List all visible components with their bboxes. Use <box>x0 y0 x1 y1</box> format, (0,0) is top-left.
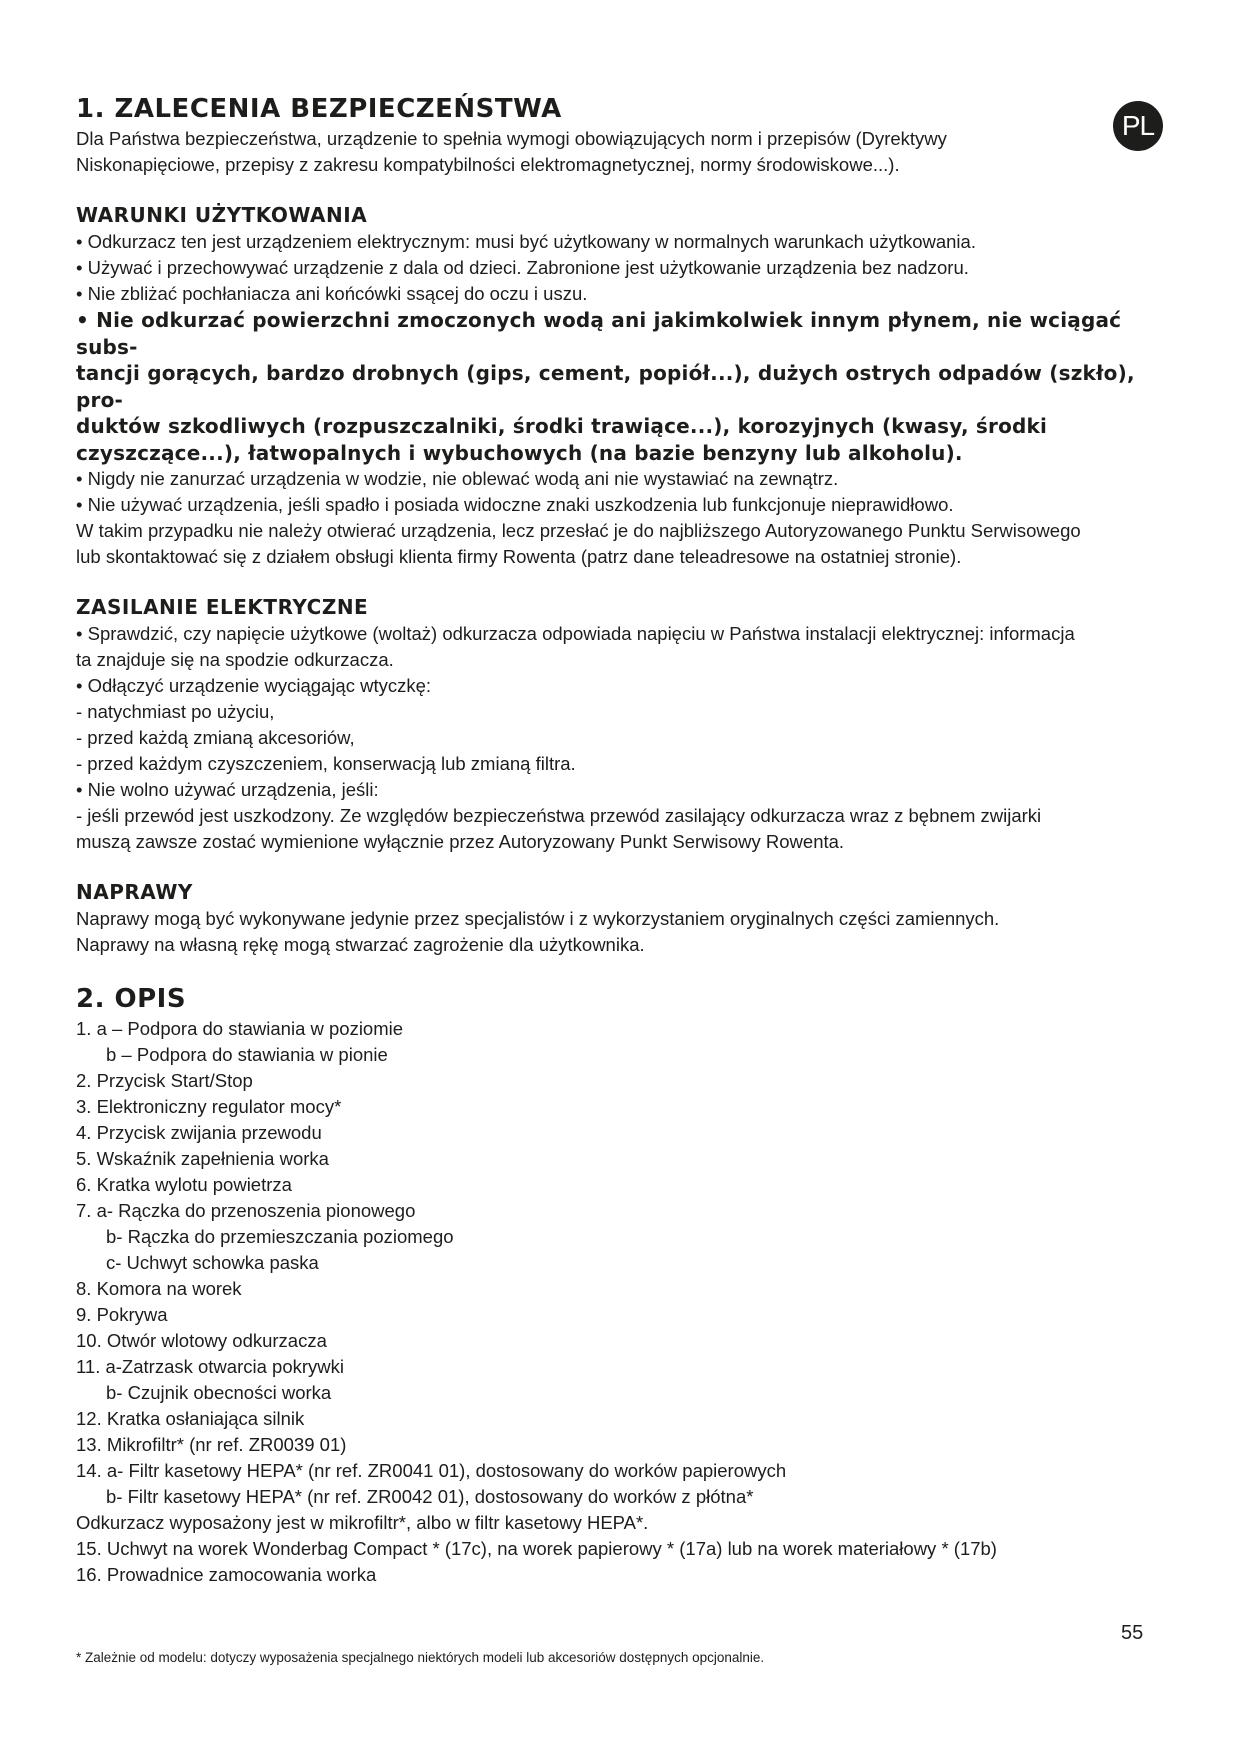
list-item: b – Podpora do stawiania w pionie <box>106 1044 388 1065</box>
section-2-title: 2. OPIS <box>76 984 187 1014</box>
list-item: 13. Mikrofiltr* (nr ref. ZR0039 01) <box>76 1434 347 1455</box>
list-item: 4. Przycisk zwijania przewodu <box>76 1122 322 1143</box>
zasilanie-line: muszą zawsze zostać wymienione wyłącznie przez Autoryzowany Punkt Serwisowy Rowenta. <box>76 831 845 852</box>
list-item: 7. a- Rączka do przenoszenia pionowego <box>76 1200 416 1221</box>
warunki-line: • Używać i przechowywać urządzenie z dala od dzieci. Zabronione jest użytkowanie urządzenia bez nadzoru. <box>76 257 969 278</box>
list-item: b- Rączka do przemieszczania poziomego <box>106 1226 454 1247</box>
warunki-line: • Nie zbliżać pochłaniacza ani końcówki ssącej do oczu i uszu. <box>76 283 588 304</box>
zasilanie-line: • Sprawdzić, czy napięcie użytkowe (woltaż) odkurzacza odpowiada napięciu w Państwa instalacji elektrycznej: informacja <box>76 623 1075 644</box>
opis-list <box>76 1016 1176 1588</box>
page-number: 55 <box>1121 1622 1144 1644</box>
warunki-line: • Nigdy nie zanurzać urządzenia w wodzie, nie oblewać wodą ani nie wystawiać na zewnątrz. <box>76 468 839 489</box>
zasilanie-line: - jeśli przewód jest uszkodzony. Ze względów bezpieczeństwa przewód zasilający odkurzacza wraz z bębnem zwijarki <box>76 805 1042 826</box>
page-content <box>76 92 1176 1588</box>
list-item: 3. Elektroniczny regulator mocy* <box>76 1096 342 1117</box>
list-item: b- Czujnik obecności worka <box>106 1382 332 1403</box>
list-item: 10. Otwór wlotowy odkurzacza <box>76 1330 327 1351</box>
list-item: b- Filtr kasetowy HEPA* (nr ref. ZR0042 01), dostosowany do worków z płótna* <box>106 1486 754 1507</box>
list-item: 11. a-Zatrzask otwarcia pokrywki <box>76 1356 344 1377</box>
section-1-title: 1. ZALECENIA BEZPIECZEŃSTWA <box>76 94 562 124</box>
list-item: 8. Komora na worek <box>76 1278 242 1299</box>
warunki-line: W takim przypadku nie należy otwierać urządzenia, lecz przesłać je do najbliższego Autoryzowanego Punktu Serwisowego <box>76 520 1081 541</box>
list-item: 14. a- Filtr kasetowy HEPA* (nr ref. ZR0041 01), dostosowany do worków papierowych <box>76 1460 787 1481</box>
warunki-line: lub skontaktować się z działem obsługi klienta firmy Rowenta (patrz dane teleadresowe na ostatniej stronie). <box>76 546 962 567</box>
intro-line: Dla Państwa bezpieczeństwa, urządzenie to spełnia wymogi obowiązujących norm i przepisów (Dyrektywy <box>76 128 947 149</box>
warning-line: czyszczące...), łatwopalnych i wybuchowych (na bazie benzyny lub alkoholu). <box>76 440 963 465</box>
warunki-heading: WARUNKI UŻYTKOWANIA <box>76 203 368 227</box>
list-item: 9. Pokrywa <box>76 1304 168 1325</box>
list-item: c- Uchwyt schowka paska <box>106 1252 319 1273</box>
list-item: 6. Kratka wylotu powietrza <box>76 1174 292 1195</box>
zasilanie-line: - przed każdym czyszczeniem, konserwacją lub zmianą filtra. <box>76 753 576 774</box>
warunki-line: • Nie używać urządzenia, jeśli spadło i posiada widoczne znaki uszkodzenia lub funkcjonuje nieprawidłowo. <box>76 494 954 515</box>
zasilanie-line: • Nie wolno używać urządzenia, jeśli: <box>76 779 379 800</box>
list-item: 2. Przycisk Start/Stop <box>76 1070 253 1091</box>
naprawy-line: Naprawy mogą być wykonywane jedynie przez specjalistów i z wykorzystaniem oryginalnych części zamiennych. <box>76 908 1000 929</box>
list-item: 15. Uchwyt na worek Wonderbag Compact * (17c), na worek papierowy * (17a) lub na worek materiałowy * (17b) <box>76 1538 997 1559</box>
warning-line: tancji gorących, bardzo drobnych (gips, cement, popiół...), dużych ostrych odpadów (szkło), pro- <box>76 361 1135 412</box>
list-item: 1. a – Podpora do stawiania w poziomie <box>76 1018 404 1039</box>
zasilanie-line: ta znajduje się na spodzie odkurzacza. <box>76 649 394 670</box>
language-badge: PL <box>1113 101 1163 151</box>
warunki-line: • Odkurzacz ten jest urządzeniem elektrycznym: musi być użytkowany w normalnych warunkach użytkowania. <box>76 231 976 252</box>
zasilanie-line: • Odłączyć urządzenie wyciągając wtyczkę: <box>76 675 432 696</box>
zasilanie-heading: ZASILANIE ELEKTRYCZNE <box>76 595 369 619</box>
intro-line: Niskonapięciowe, przepisy z zakresu kompatybilności elektromagnetycznej, normy środowiskowe...). <box>76 154 900 175</box>
list-item: 12. Kratka osłaniająca silnik <box>76 1408 305 1429</box>
zasilanie-line: - natychmiast po użyciu, <box>76 701 275 722</box>
list-item: 16. Prowadnice zamocowania worka <box>76 1564 377 1585</box>
warning-line: • Nie odkurzać powierzchni zmoczonych wodą ani jakimkolwiek innym płynem, nie wciągać subs- <box>76 308 1122 359</box>
footnote: * Zależnie od modelu: dotyczy wyposażenia specjalnego niektórych modeli lub akcesoriów dostępnych opcjonalnie. <box>76 1650 765 1665</box>
list-item: Odkurzacz wyposażony jest w mikrofiltr*, albo w filtr kasetowy HEPA*. <box>76 1512 649 1533</box>
naprawy-line: Naprawy na własną rękę mogą stwarzać zagrożenie dla użytkownika. <box>76 934 645 955</box>
warning-line: duktów szkodliwych (rozpuszczalniki, środki trawiące...), korozyjnych (kwasy, środki <box>76 414 1048 438</box>
naprawy-heading: NAPRAWY <box>76 880 193 904</box>
zasilanie-line: - przed każdą zmianą akcesoriów, <box>76 727 355 748</box>
list-item: 5. Wskaźnik zapełnienia worka <box>76 1148 329 1169</box>
